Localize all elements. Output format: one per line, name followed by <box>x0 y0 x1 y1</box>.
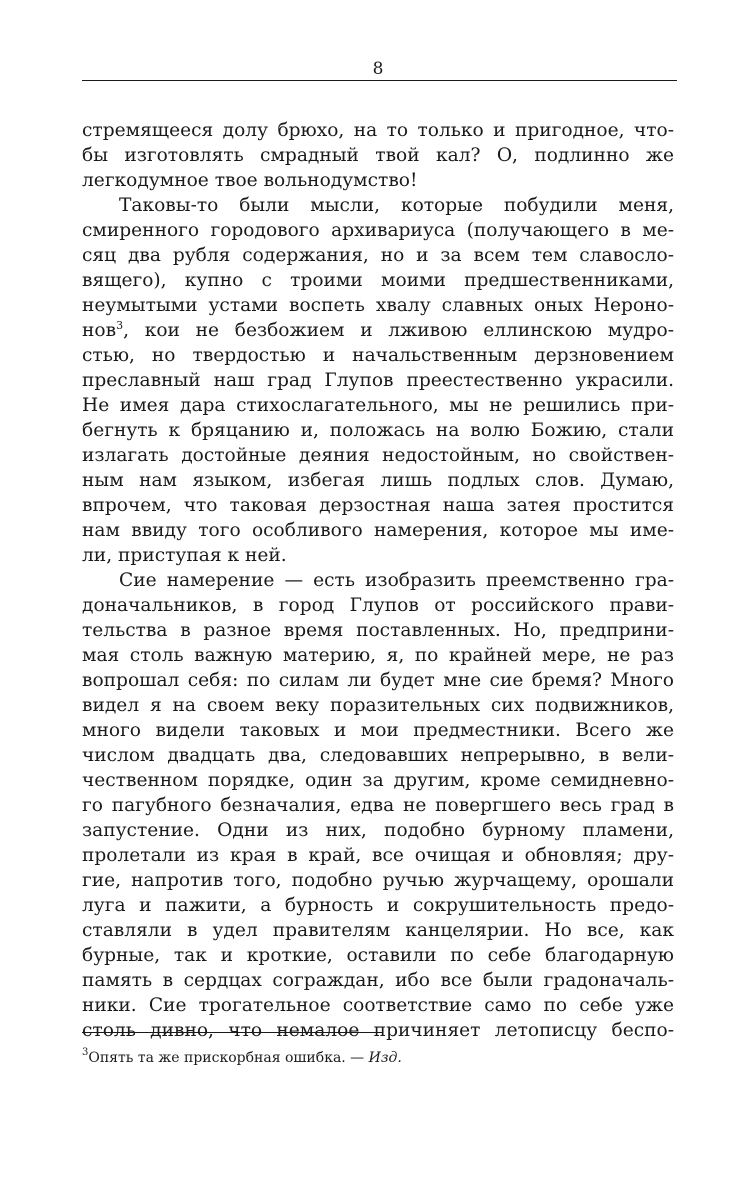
text-line: память в сердцах сограждан, ибо все были градоначаль- <box>82 970 674 991</box>
footnote-text: Опять та же прискорбная ошибка. — <box>88 1050 369 1066</box>
text-line: столь дивно, что немалое причиняет летописцу беспо- <box>82 1020 674 1041</box>
text-line: луга и пажити, а бурность и сокрушительность предо- <box>82 895 674 916</box>
text-line: тельства в разное время поставленных. Но, предприни- <box>82 620 674 641</box>
text-line: ники. Сие трогательное соответствие само по себе уже <box>82 995 674 1016</box>
text-line: неумытыми устами воспеть хвалу славных оных Нероно- <box>82 295 674 316</box>
text-line: стремящееся долу брюхо, на то только и пригодное, что- <box>82 120 674 141</box>
body-text <box>82 118 674 1043</box>
text-line: чественном порядке, один за другим, кроме семидневно- <box>82 770 674 791</box>
text-line: ставляли в удел правителям канцелярии. Но все, как <box>82 920 674 941</box>
text-line: мая столь важную материю, я, по крайней мере, не раз <box>82 645 674 666</box>
text-line: вящего), купно с троими моими предшественниками, <box>82 270 674 291</box>
text-line: излагать достойные деяния недостойным, но свойствен- <box>82 445 674 466</box>
text-line: преславный наш град Глупов преестественно украсили. <box>82 370 674 391</box>
footnote-reference: 3 <box>116 319 124 332</box>
text-line: пролетали из края в край, все очищая и обновляя; дру- <box>82 845 674 866</box>
text-line: доначальников, в город Глупов от российского прави- <box>82 595 674 616</box>
text-line: Не имея дара стихослагательного, мы не решились при- <box>82 395 674 416</box>
text-line: бегнуть к бряцанию и, положась на волю Божию, стали <box>82 420 674 441</box>
text-line: видел я на своем веку поразительных сих подвижников, <box>82 695 674 716</box>
page-number: 8 <box>372 59 384 79</box>
text-line: гие, напротив того, подобно ручью журчащему, орошали <box>82 870 674 891</box>
text-line: запустение. Одни из них, подобно бурному пламени, <box>82 820 674 841</box>
text-line: ли, приступая к ней. <box>82 545 287 566</box>
text-line: много видели таковых и мои предместники. Всего же <box>82 720 674 741</box>
text-line: бы изготовлять смрадный твой кал? О, подлинно же <box>82 145 674 166</box>
text-line-with-footnote <box>82 318 674 343</box>
text-line: ным нам языком, избегая лишь подлых слов. Думаю, <box>82 470 674 491</box>
text-line: смиренного городового архивариуса (получающего в ме- <box>82 220 674 241</box>
text-line: нам ввиду того особливого намерения, которое мы име- <box>82 520 674 541</box>
text-line: вопрошал себя: по силам ли будет мне сие бремя? Много <box>82 670 674 691</box>
text-line: стью, но твердостью и начальственным дерзновением <box>82 345 674 366</box>
text-line: впрочем, что таковая дерзостная наша затея простится <box>82 495 674 516</box>
text-line: го пагубного безначалия, едва не повергшего весь град в <box>82 795 674 816</box>
footnote-marker: 3 <box>82 1047 89 1058</box>
footnote-source: Изд. <box>368 1050 402 1066</box>
text-line: Таковы-то были мысли, которые побудили меня, <box>119 195 674 216</box>
text-fragment: , кои не безбожием и лживою еллинскою мудро- <box>123 320 674 341</box>
text-line: числом двадцать два, следовавших непрерывно, в вели- <box>82 745 674 766</box>
footnote <box>82 1048 674 1068</box>
text-line: сяц два рубля содержания, но и за всем тем славосло- <box>82 245 674 266</box>
footnote-rule <box>82 1032 383 1033</box>
text-line: легкодумное твое вольнодумство! <box>82 170 418 191</box>
header-rule <box>82 80 677 81</box>
text-fragment: нов <box>82 320 117 341</box>
text-line: Сие намерение — есть изобразить преемственно гра- <box>119 570 674 591</box>
text-line: бурные, так и кроткие, оставили по себе благодарную <box>82 945 674 966</box>
